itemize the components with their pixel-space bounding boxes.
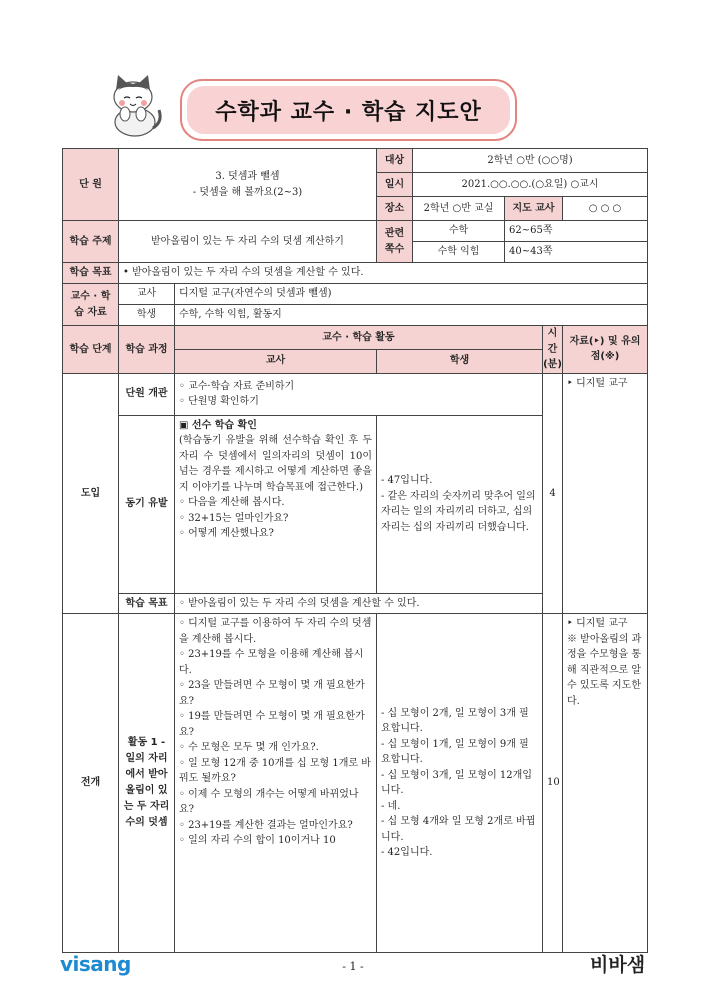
develop-teacher-line: ◦ 23+19를 계산한 결과는 얼마인가요?	[179, 819, 353, 831]
intro-time: 4	[543, 373, 563, 614]
develop-teacher-line: ◦ 일 모형 12개 중 10개를 십 모형 1개로 바꿔도 될까요?	[179, 757, 371, 784]
page-title: 수학과 교수 · 학습 지도안	[187, 86, 510, 134]
motivation-student	[377, 415, 543, 593]
motivation-line: ◦ 32+15는 얼마인가요?	[179, 512, 289, 524]
student-answer: - 같은 자리의 숫자끼리 맞추어 일의 자리는 일의 자리끼리 더하고, 십의 자리는 십의 자리끼리 더했습니다.	[381, 490, 536, 533]
intro-note: ‣ 디지털 교구	[563, 373, 648, 614]
develop-student-line: - 네.	[381, 800, 401, 812]
develop-notes	[563, 614, 648, 953]
motivation-process: 동기 유발	[119, 415, 175, 593]
student-answer: - 47입니다.	[381, 475, 433, 486]
activity-header: 교수 · 학습 활동	[175, 326, 543, 350]
develop-stage: 전개	[63, 614, 119, 953]
time-header: 시간 (분)	[543, 326, 563, 374]
develop-time: 10	[543, 614, 563, 953]
develop-student-line: - 42입니다.	[381, 847, 433, 858]
develop-teacher-line: ◦ 19를 만들려면 수 모형이 몇 개 필요한가요?	[179, 711, 365, 738]
teacher-value: ○ ○ ○	[563, 197, 648, 221]
develop-student-line: - 십 모형 4개와 일 모형 2개로 바뀝니다.	[381, 816, 536, 843]
goal-label: 학습 목표	[63, 263, 119, 284]
teacher-label: 지도 교사	[505, 197, 563, 221]
materials-items-student: 수학, 수학 익힘, 활동지	[175, 305, 648, 326]
develop-process: 활동 1 - 일의 자리에서 받아올림이 있는 두 자리수의 덧셈	[119, 614, 175, 953]
develop-teacher-line: ◦ 23을 만들려면 수 모형이 몇 개 필요한가요?	[179, 680, 365, 707]
place-value: 2학년 ○반 교실	[413, 197, 505, 221]
place-label: 장소	[377, 197, 413, 221]
cat-mascot-icon	[105, 70, 165, 138]
target-label: 대상	[377, 149, 413, 173]
unit-line1: 3. 덧셈과 뺄셈	[215, 171, 280, 182]
motivation-line: ◦ 어떻게 계산했나요?	[179, 528, 274, 539]
motivation-line: ◦ 다음을 계산해 봅시다.	[179, 497, 285, 508]
develop-note-2: ※ 받아올림의 과정을 수모형을 통해 직관적으로 알 수 있도록 지도한다.	[567, 633, 642, 707]
related-book-2: 수학 익힘	[413, 242, 505, 263]
teacher-header: 교사	[175, 349, 377, 373]
unit-open-process: 단원 개관	[119, 373, 175, 415]
process-header: 학습 과정	[119, 326, 175, 374]
unit-open-teacher	[175, 373, 543, 415]
title-banner	[180, 79, 517, 141]
develop-student	[377, 614, 543, 953]
notes-header: 자료(‣) 및 유의점(※)	[563, 326, 648, 374]
develop-student-line: - 십 모형이 3개, 일 모형이 12개입니다.	[381, 769, 532, 796]
motivation-paragraph: (학습동기 유발을 위해 선수학습 확인 후 두 자리 수 덧셈에서 일의자리의 덧셈이 10이 넘는 경우를 제시하고 어떻게 계산하면 좋을지 이야기를 나누며 학습목표에 접근한다.)	[179, 435, 372, 493]
date-value: 2021.○○.○○.(○요일) ○교시	[413, 173, 648, 197]
materials-role-teacher: 교사	[119, 284, 175, 305]
develop-teacher-line: ◦ 디지털 교구를 이용하여 두 자리 수의 덧셈을 계산해 봅시다.	[179, 618, 372, 645]
develop-teacher-line: ◦ 이제 수 모형의 개수는 어떻게 바뀌었나요?	[179, 788, 359, 815]
intro-goal-process: 학습 목표	[119, 593, 175, 614]
develop-teacher-line: ◦ 일의 자리 수의 합이 10이거나 10	[179, 835, 336, 846]
topic-label: 학습 주제	[63, 221, 119, 263]
motivation-heading: ▣ 선수 학습 확인	[179, 419, 257, 431]
topic-value: 받아올림이 있는 두 자리 수의 덧셈 계산하기	[119, 221, 377, 263]
related-pages-2: 40~43쪽	[505, 242, 648, 263]
date-label: 일시	[377, 173, 413, 197]
develop-teacher-line: ◦ 수 모형은 모두 몇 개 인가요?.	[179, 742, 319, 753]
goal-value: • 받아올림이 있는 두 자리 수의 덧셈을 계산할 수 있다.	[119, 263, 648, 284]
unit-open-line: ◦ 단원명 확인하기	[179, 396, 259, 407]
unit-open-line: ◦ 교수·학습 자료 준비하기	[179, 380, 295, 392]
target-value: 2학년 ○반 (○○명)	[413, 149, 648, 173]
develop-teacher	[175, 614, 377, 953]
motivation-teacher	[175, 415, 377, 593]
develop-teacher-line: ◦ 23+19를 수 모형을 이용해 계산해 봅시다.	[179, 649, 364, 676]
materials-items-teacher: 디지털 교구(자연수의 덧셈과 뺄셈)	[175, 284, 648, 305]
related-label: 관련 쪽수	[377, 221, 413, 263]
related-pages-1: 62~65쪽	[505, 221, 648, 242]
develop-note-1: ‣ 디지털 교구	[567, 618, 628, 629]
related-book-1: 수학	[413, 221, 505, 242]
intro-goal-text: ◦ 받아올림이 있는 두 자리 수의 덧셈을 계산할 수 있다.	[175, 593, 543, 614]
student-header: 학생	[377, 349, 543, 373]
develop-student-line: - 십 모형이 1개, 일 모형이 9개 필요합니다.	[381, 738, 529, 765]
visang-logo: visang	[60, 952, 131, 976]
develop-student-line: - 십 모형이 2개, 일 모형이 3개 필요합니다.	[381, 707, 529, 734]
unit-label: 단 원	[63, 149, 119, 221]
unit-cell	[119, 149, 377, 221]
materials-role-student: 학생	[119, 305, 175, 326]
materials-label: 교수 · 학습 자료	[63, 284, 119, 326]
stage-header: 학습 단계	[63, 326, 119, 374]
vivasam-logo: 비바샘	[590, 954, 646, 976]
lesson-plan-table	[62, 148, 648, 953]
intro-stage: 도입	[63, 373, 119, 614]
page-number: - 1 -	[342, 960, 364, 973]
unit-line2: - 덧셈을 해 볼까요(2~3)	[192, 186, 303, 198]
